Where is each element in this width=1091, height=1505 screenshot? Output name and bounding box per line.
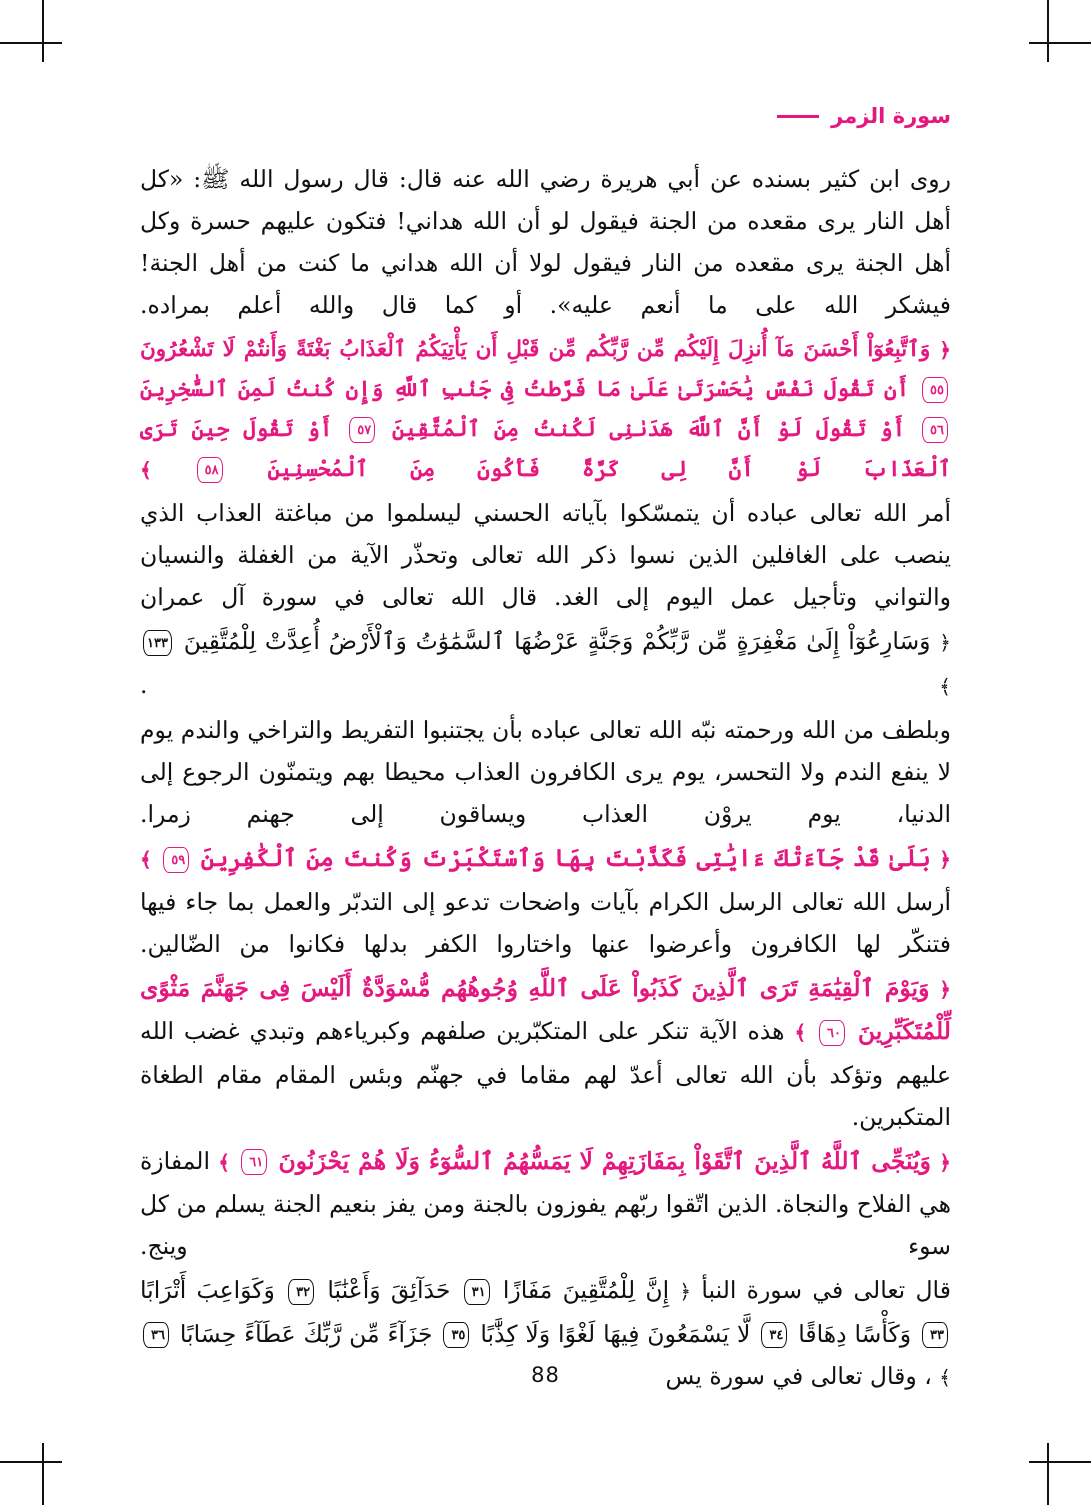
punctuation: . — [140, 670, 148, 699]
verse-number-marker: ٥٦ — [922, 417, 948, 443]
verse-bracket-close-icon: ﴾ — [218, 1150, 230, 1174]
quran-ayah-text: بَلَىٰ قَدْ جَآءَتْكَ ءَايَٰتِى فَكَذَّبْتَ بِهَا وَٱسْتَكْبَرْتَ وَكُنتَ مِنَ ٱلْكَٰفِرِينَ — [200, 844, 931, 872]
verse-bracket-open-icon: ﴿ — [939, 977, 951, 1001]
quran-ayah-text: أَوْ تَقُولَ حِينَ تَرَى ٱلْعَذَابَ لَوْ أَنَّ لِى كَرَّةً فَأَكُونَ مِنَ ٱلْمُحْسِنِينَ — [140, 417, 951, 482]
quran-quote-imran-133 — [140, 620, 951, 707]
quran-ayah-text: وَسَارِعُوٓاْ إِلَىٰ مَغْفِرَةٍ مِّن رَّبِّكُمْ وَجَنَّةٍ عَرْضُهَا ٱلسَّمَٰوَٰتُ وَٱلْأَرْضُ أُعِدَّتْ لِلْمُتَّقِينَ — [183, 627, 931, 655]
verse-bracket-close-icon: ﴾ — [794, 1020, 807, 1045]
quran-ayah-text: وَيَوْمَ ٱلْقِيَٰمَةِ تَرَى ٱلَّذِينَ كَذَبُواْ عَلَى ٱللَّهِ وُجُوهُهُم مُّسْوَدَّةٌ أَلَيْسَ فِى جَهَنَّمَ مَثْوًى لِّلْمُتَكَبِّرِينَ — [140, 973, 951, 1045]
crop-mark-bottom-left-horizontal — [0, 1461, 62, 1463]
tafsir-commentary-text: هذه الآية تنكر على المتكبّرين صلفهم وكبرياءهم وتبدي غضب الله عليهم وتؤكد بأن الله تعالى أعدّ لهم مقاما في جهنّم وبئس المقام مقام الطغاة المتكبرين. — [140, 1017, 951, 1131]
crop-mark-top-left-horizontal — [0, 42, 62, 44]
quran-quote-ayah-61 — [140, 1140, 951, 1268]
verse-number-marker: ٥٨ — [197, 457, 223, 483]
text-column — [140, 158, 951, 1400]
paragraph-hadith-intro: روى ابن كثير بسنده عن أبي هريرة رضي الله عنه قال: قال رسول الله ﷺ: «كل أهل النار يرى مقعده من الجنة فيقول لو أن الله هداني! فتكون عليهم حسرة وكل أهل الجنة يرى مقعده من النار فيقول لولا أن الله هداني ما كنت من أهل الجنة! فيشكر الله على ما أنعم عليه». أو كما قال والله أعلم بمراده. — [140, 165, 951, 319]
quran-quote-ayah-59 — [140, 837, 951, 965]
verse-bracket-close-icon: ﴾ — [140, 847, 152, 872]
quran-ayah-text: إِنَّ لِلْمُتَّقِينَ مَفَازًا — [502, 1276, 670, 1304]
verse-bracket-close-icon: ﴾ — [939, 1365, 951, 1389]
verse-number-marker: ٣٥ — [443, 1322, 469, 1348]
crop-mark-bottom-right-horizontal — [1029, 1461, 1091, 1463]
verse-number-marker: ٣٣ — [922, 1322, 948, 1348]
verse-number-marker: ٣١ — [464, 1279, 490, 1305]
quran-ayah-text: لَّا يَسْمَعُونَ فِيهَا لَغْوًا وَلَا كِذَّٰبًا — [480, 1319, 751, 1348]
verse-bracket-close-icon: ﴾ — [939, 674, 951, 698]
verse-bracket-open-icon: ﴿ — [679, 1279, 692, 1304]
crop-mark-top-right-vertical — [1047, 0, 1049, 62]
quote-lead-in: قال تعالى في سورة النبأ — [691, 1276, 951, 1304]
quran-ayah-text: أَوْ تَقُولَ لَوْ أَنَّ ٱللَّهَ هَدَىٰنِى لَكُنتُ مِنَ ٱلْمُتَّقِينَ — [391, 417, 906, 442]
verse-number-marker: ٥٧ — [349, 417, 375, 443]
tafsir-commentary-text: المفازة هي الفلاح والنجاة. الذين اتّقوا ربّهم يفوزون بالجنة ومن يفز بنعيم الجنة يسلم من كل سوء وينج. — [140, 1146, 951, 1260]
surah-title: سورة الزمر — [831, 104, 951, 128]
quran-ayah-text: أَن تَقُولَ نَفْسٌ يَٰحَسْرَتَىٰ عَلَىٰ مَا فَرَّطتُ فِى جَنۢبِ ٱللَّهِ وَإِن كُنتُ لَمِنَ ٱلسَّٰخِرِينَ — [140, 377, 910, 402]
paragraph-tafsir-2: وبلطف من الله ورحمته نبّه الله تعالى عباده بأن يجتنبوا التفريط والتراخي والندم يوم لا ينفع الندم ولا التحسر، يوم يرى الكافرون العذاب محيطا بهم ويتمنّون الرجوع إلى الدنيا، يوم يروْن العذاب ويساقون إلى جهنم زمرا. — [140, 716, 951, 828]
verse-number-marker: ٣٢ — [288, 1279, 314, 1305]
verse-number-marker: ٦١ — [241, 1149, 267, 1175]
paragraph-tafsir-1: أمر الله تعالى عباده أن يتمسّكوا بآياته الحسني ليسلموا من مباغتة العذاب الذي ينصب على الغافلين الذين نسوا ذكر الله تعالى وتحذّر الآية من الغفلة والنسيان والتواني وتأجيل عمل اليوم إلى الغد. قال الله تعالى في سورة آل عمران — [140, 499, 951, 611]
page-number: 88 — [531, 1363, 560, 1387]
verse-bracket-open-icon: ﴿ — [939, 847, 951, 872]
quran-ayah-text: حَدَآئِقَ وَأَعْنَٰبًا — [327, 1276, 451, 1304]
crop-mark-top-right-horizontal — [1029, 42, 1091, 44]
quran-ayah-text: وَكَأْسًا دِهَاقًا — [798, 1319, 912, 1348]
quran-quote-ayah-60 — [140, 967, 951, 1138]
crop-mark-bottom-right-vertical — [1047, 1443, 1049, 1505]
verse-number-marker: ٥٩ — [163, 847, 189, 873]
quran-ayah-text: وَٱتَّبِعُوٓاْ أَحْسَنَ مَآ أُنزِلَ إِلَيْكُم مِّن رَّبِّكُم مِّن قَبْلِ أَن يَأْتِيَكُمُ ٱلْعَذَابُ بَغْتَةً وَأَنتُمْ لَا تَشْعُرُونَ — [140, 337, 931, 362]
verse-number-marker: ٣٤ — [761, 1322, 787, 1348]
quran-ayah-text: جَزَآءً مِّن رَّبِّكَ عَطَآءً حِسَابًا — [179, 1319, 433, 1348]
verse-number-marker: ٥٥ — [922, 377, 948, 403]
crop-mark-bottom-left-vertical — [42, 1443, 44, 1505]
verse-bracket-open-icon: ﴿ — [939, 630, 951, 655]
running-header — [777, 104, 951, 128]
tafsir-commentary-text: أرسل الله تعالى الرسل الكرام بآيات واضحات تدعو إلى التدبّر والعمل بما جاء فيها فتنكّر لها الكافرون وأعرضوا عنها واختاروا الكفر بدلها فكانوا من الضّالين. — [140, 887, 951, 958]
verse-bracket-open-icon: ﴿ — [939, 1150, 951, 1174]
quran-verses-55-58 — [140, 330, 951, 490]
crop-mark-top-left-vertical — [42, 0, 44, 62]
header-rule-icon — [777, 115, 819, 118]
verse-bracket-open-icon: ﴿ — [939, 338, 951, 362]
tafsir-commentary-text: ، وقال تعالى في سورة يس — [665, 1361, 932, 1390]
verse-number-marker: ٦٠ — [819, 1020, 845, 1046]
quran-ayah-text: وَكَوَاعِبَ أَتْرَابًا — [140, 1276, 275, 1304]
verse-number-marker: ٣٦ — [143, 1322, 169, 1348]
verse-number-marker: ١٣٣ — [143, 630, 172, 656]
verse-bracket-close-icon: ﴾ — [140, 458, 152, 482]
quran-ayah-text: وَيُنَجِّى ٱللَّهُ ٱلَّذِينَ ٱتَّقَوْاْ بِمَفَازَتِهِمْ لَا يَمَسُّهُمُ ٱلسُّوٓءُ وَلَا هُمْ يَحْزَنُونَ — [278, 1146, 931, 1175]
